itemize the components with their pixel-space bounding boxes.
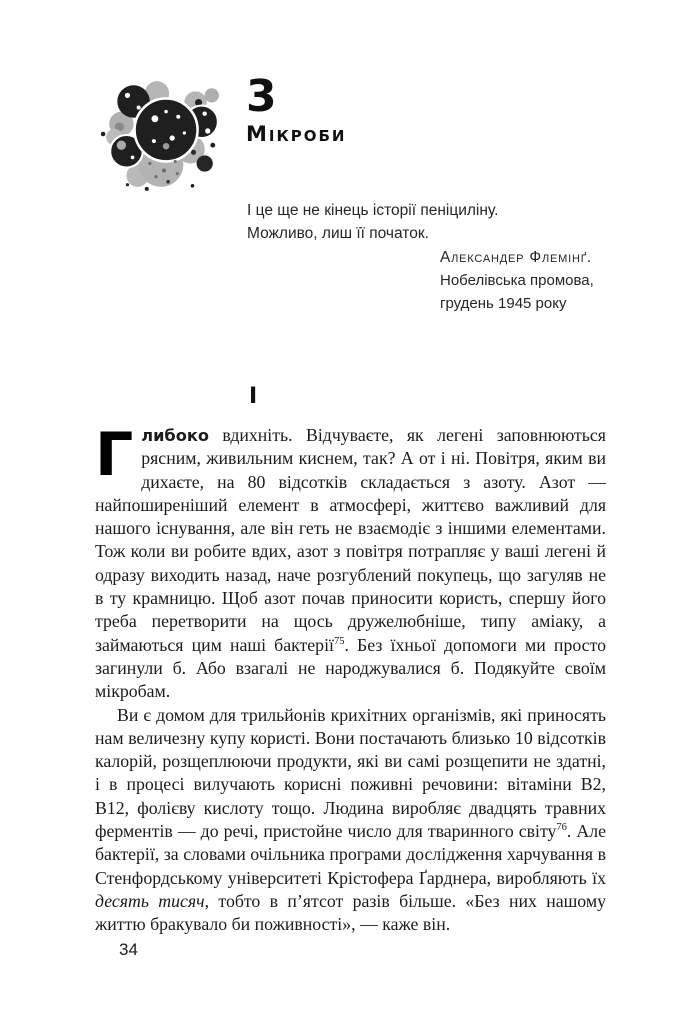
epigraph-line-2: Можливо, лиш її початок.: [247, 225, 429, 242]
page-number: 34: [119, 940, 138, 959]
dropcap: Г: [95, 420, 134, 490]
body-text: [95, 420, 606, 937]
section-numeral: І: [249, 384, 258, 409]
lead-word: либоко: [141, 426, 209, 445]
footnote-ref-75: 75: [333, 635, 345, 647]
attribution-source: Нобелівська промова,: [440, 272, 594, 289]
attribution-date: грудень 1945 року: [440, 295, 567, 312]
emphasized-text: десять тисяч: [95, 890, 205, 911]
footnote-ref-76: 76: [556, 822, 567, 834]
epigraph-line-1: І це ще не кінець історії пеніциліну.: [247, 202, 499, 219]
chapter-header: [246, 71, 347, 146]
chapter-number: 3: [246, 71, 277, 122]
paragraph-text: , тобто в п’ятсот разів більше. «Без них нашому життю бракувало би поживності», — каже він.: [95, 890, 606, 935]
paragraph-text: . Але бактерії, за словами очільника програми дослідження харчування в Стенфордському університеті Крістофера Ґарднера, виробляють їх: [95, 821, 606, 888]
microbes-illustration: [97, 74, 225, 194]
paragraph-2: [95, 704, 606, 937]
paragraph-text: . Без їхньої допомоги ми просто загинули б. Або взагалі не народжувалися б. Подякуйте своїм мікробам.: [95, 634, 606, 702]
paragraph-text: вдихніть. Відчуваєте, як легені заповнюються рясним, живильним киснем, так? А от і ні. Повітря, яким ви дихаєте, на 80 відсотків складається з азоту. Азот — найпоширеніший елемент в атмосфері, життєво важливий для нашого існування, але він геть не взаємодіє з іншими елементами. Тож коли ви робите вдих, азот з повітря потрапляє у ваші легені й одразу виходить назад, наче розгублений покупець, що загуляв не в ту крамницю. Щоб азот почав приносити користь, спершу його треба перетворити на щось дружелюбніше, типу аміаку, а займаються цим наші бактерії: [95, 425, 606, 655]
attribution-author: Александер Флемінґ.: [440, 249, 592, 266]
paragraph-text: Ви є домом для трильйонів крихітних організмів, які приносять нам величезну купу користі. Вони постачають близько 10 відсотків калорій, розщеплюючи продукти, які ви самі розщепити не здатні, і в процесі вилучають корисні поживні речовини: вітаміни B2, B12, фолієву кислоту тощо. Людина виробляє двадцять травних ферментів — до речі, пристойне число для тваринного світу: [95, 704, 606, 842]
epigraph: [247, 199, 498, 245]
paragraph-1: [95, 420, 606, 704]
chapter-title: Мікроби: [246, 122, 347, 146]
epigraph-attribution: [440, 246, 594, 315]
